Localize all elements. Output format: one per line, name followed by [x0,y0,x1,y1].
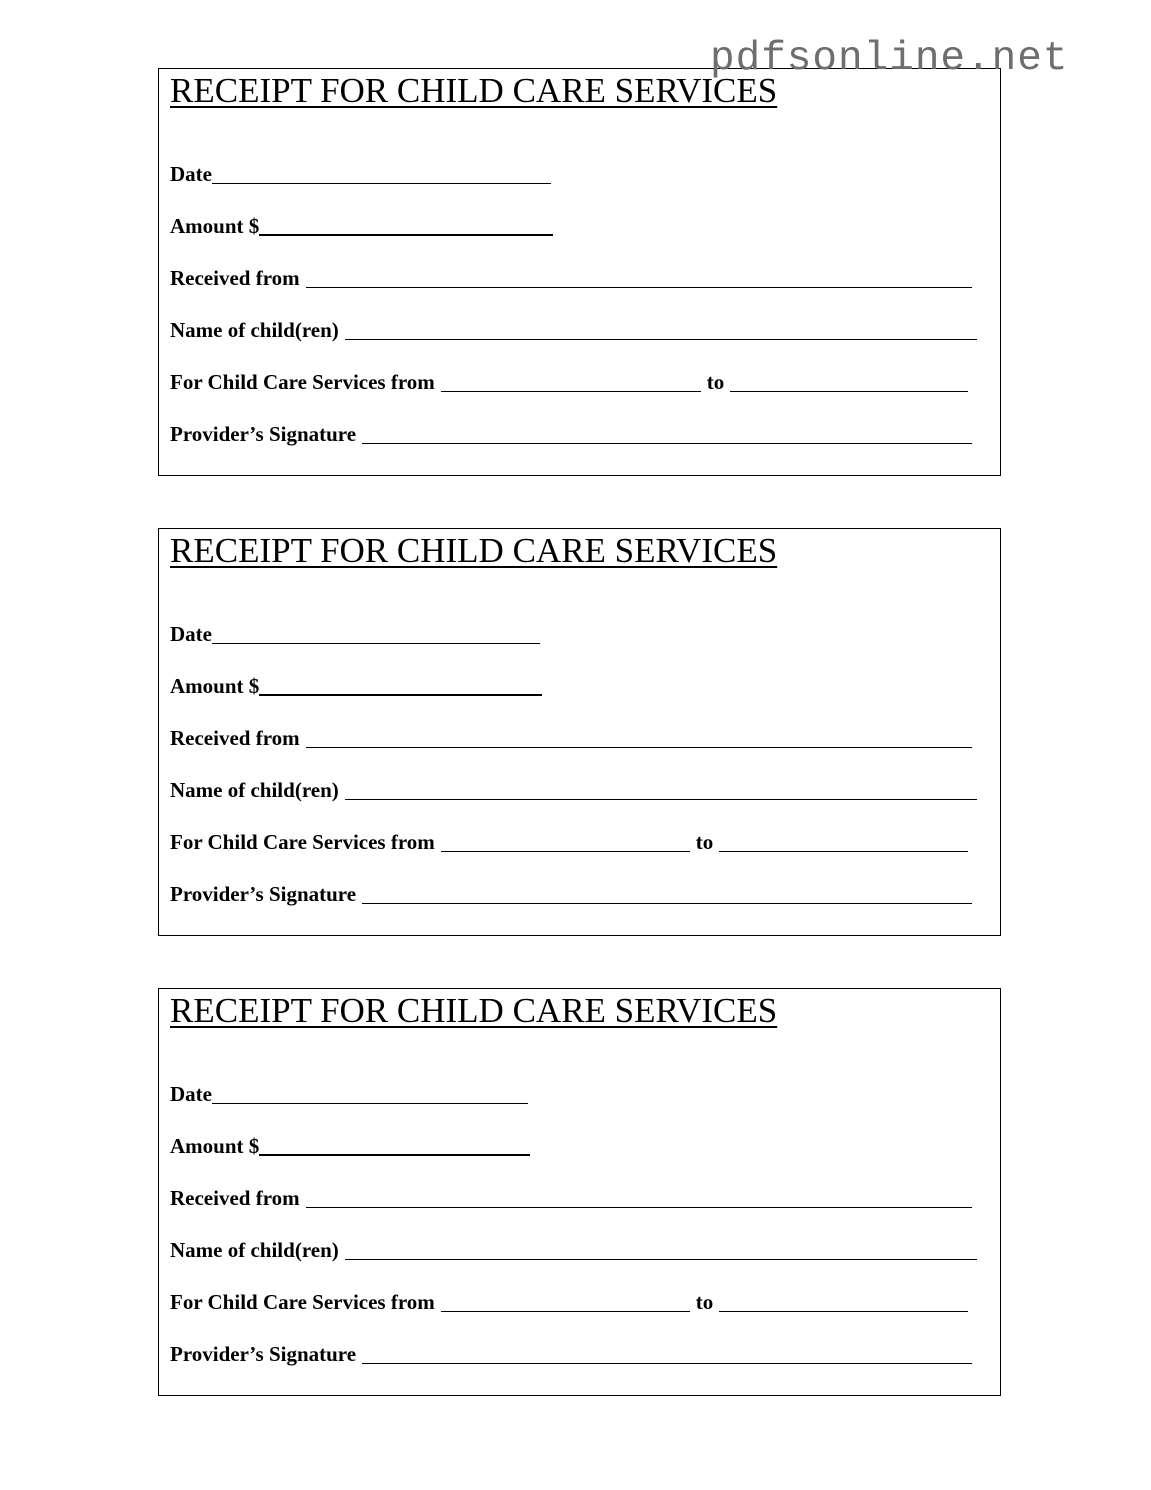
services-from-label: For Child Care Services from [170,1290,435,1314]
date-label: Date [170,162,212,186]
child-names-field [170,777,977,803]
services-from-label: For Child Care Services from [170,370,435,394]
amount-blank-line[interactable] [259,1154,530,1156]
child-names-blank-line[interactable] [345,799,977,800]
received-from-label: Received from [170,726,300,750]
services-from-blank-line[interactable] [441,391,701,392]
signature-blank-line[interactable] [362,903,972,904]
signature-label: Provider’s Signature [170,422,357,446]
child-names-blank-line[interactable] [345,1259,977,1260]
services-from-label: For Child Care Services from [170,830,435,854]
child-names-label: Name of child(ren) [170,778,339,802]
services-from-blank-line[interactable] [441,1311,690,1312]
services-to-blank-line[interactable] [730,391,968,392]
date-label: Date [170,1082,212,1106]
date-blank-line[interactable] [212,1103,528,1104]
amount-field [170,213,553,239]
services-to-label: to [695,830,714,854]
received-from-field [170,725,972,751]
received-from-blank-line[interactable] [306,287,972,288]
child-names-field [170,317,977,343]
services-to-blank-line[interactable] [719,851,968,852]
amount-label: Amount $ [170,1134,260,1158]
receipt-title: RECEIPT FOR CHILD CARE SERVICES [170,71,778,110]
date-field [170,161,551,187]
amount-field [170,673,542,699]
date-field [170,621,540,647]
received-from-label: Received from [170,1186,300,1210]
date-blank-line[interactable] [212,643,540,644]
receipt-title: RECEIPT FOR CHILD CARE SERVICES [170,991,778,1030]
amount-label: Amount $ [170,214,260,238]
date-field [170,1081,528,1107]
amount-blank-line[interactable] [259,694,542,696]
receipt-card [158,528,1001,936]
received-from-label: Received from [170,266,300,290]
received-from-blank-line[interactable] [306,1207,972,1208]
signature-label: Provider’s Signature [170,1342,357,1366]
services-to-label: to [706,370,725,394]
receipt-card [158,988,1001,1396]
services-to-blank-line[interactable] [719,1311,968,1312]
signature-field [170,421,972,447]
child-names-blank-line[interactable] [345,339,977,340]
amount-blank-line[interactable] [259,234,553,236]
services-period-field [170,829,968,855]
signature-label: Provider’s Signature [170,882,357,906]
child-names-field [170,1237,977,1263]
received-from-field [170,1185,972,1211]
child-names-label: Name of child(ren) [170,1238,339,1262]
services-period-field [170,369,968,395]
signature-blank-line[interactable] [362,443,972,444]
received-from-field [170,265,972,291]
amount-field [170,1133,530,1159]
services-from-blank-line[interactable] [441,851,690,852]
date-blank-line[interactable] [212,183,551,184]
signature-field [170,881,972,907]
receipt-card [158,68,1001,476]
watermark-text: pdfsonline.net [710,36,1069,82]
received-from-blank-line[interactable] [306,747,972,748]
amount-label: Amount $ [170,674,260,698]
date-label: Date [170,622,212,646]
signature-blank-line[interactable] [362,1363,972,1364]
services-to-label: to [695,1290,714,1314]
services-period-field [170,1289,968,1315]
receipt-title: RECEIPT FOR CHILD CARE SERVICES [170,531,778,570]
child-names-label: Name of child(ren) [170,318,339,342]
signature-field [170,1341,972,1367]
